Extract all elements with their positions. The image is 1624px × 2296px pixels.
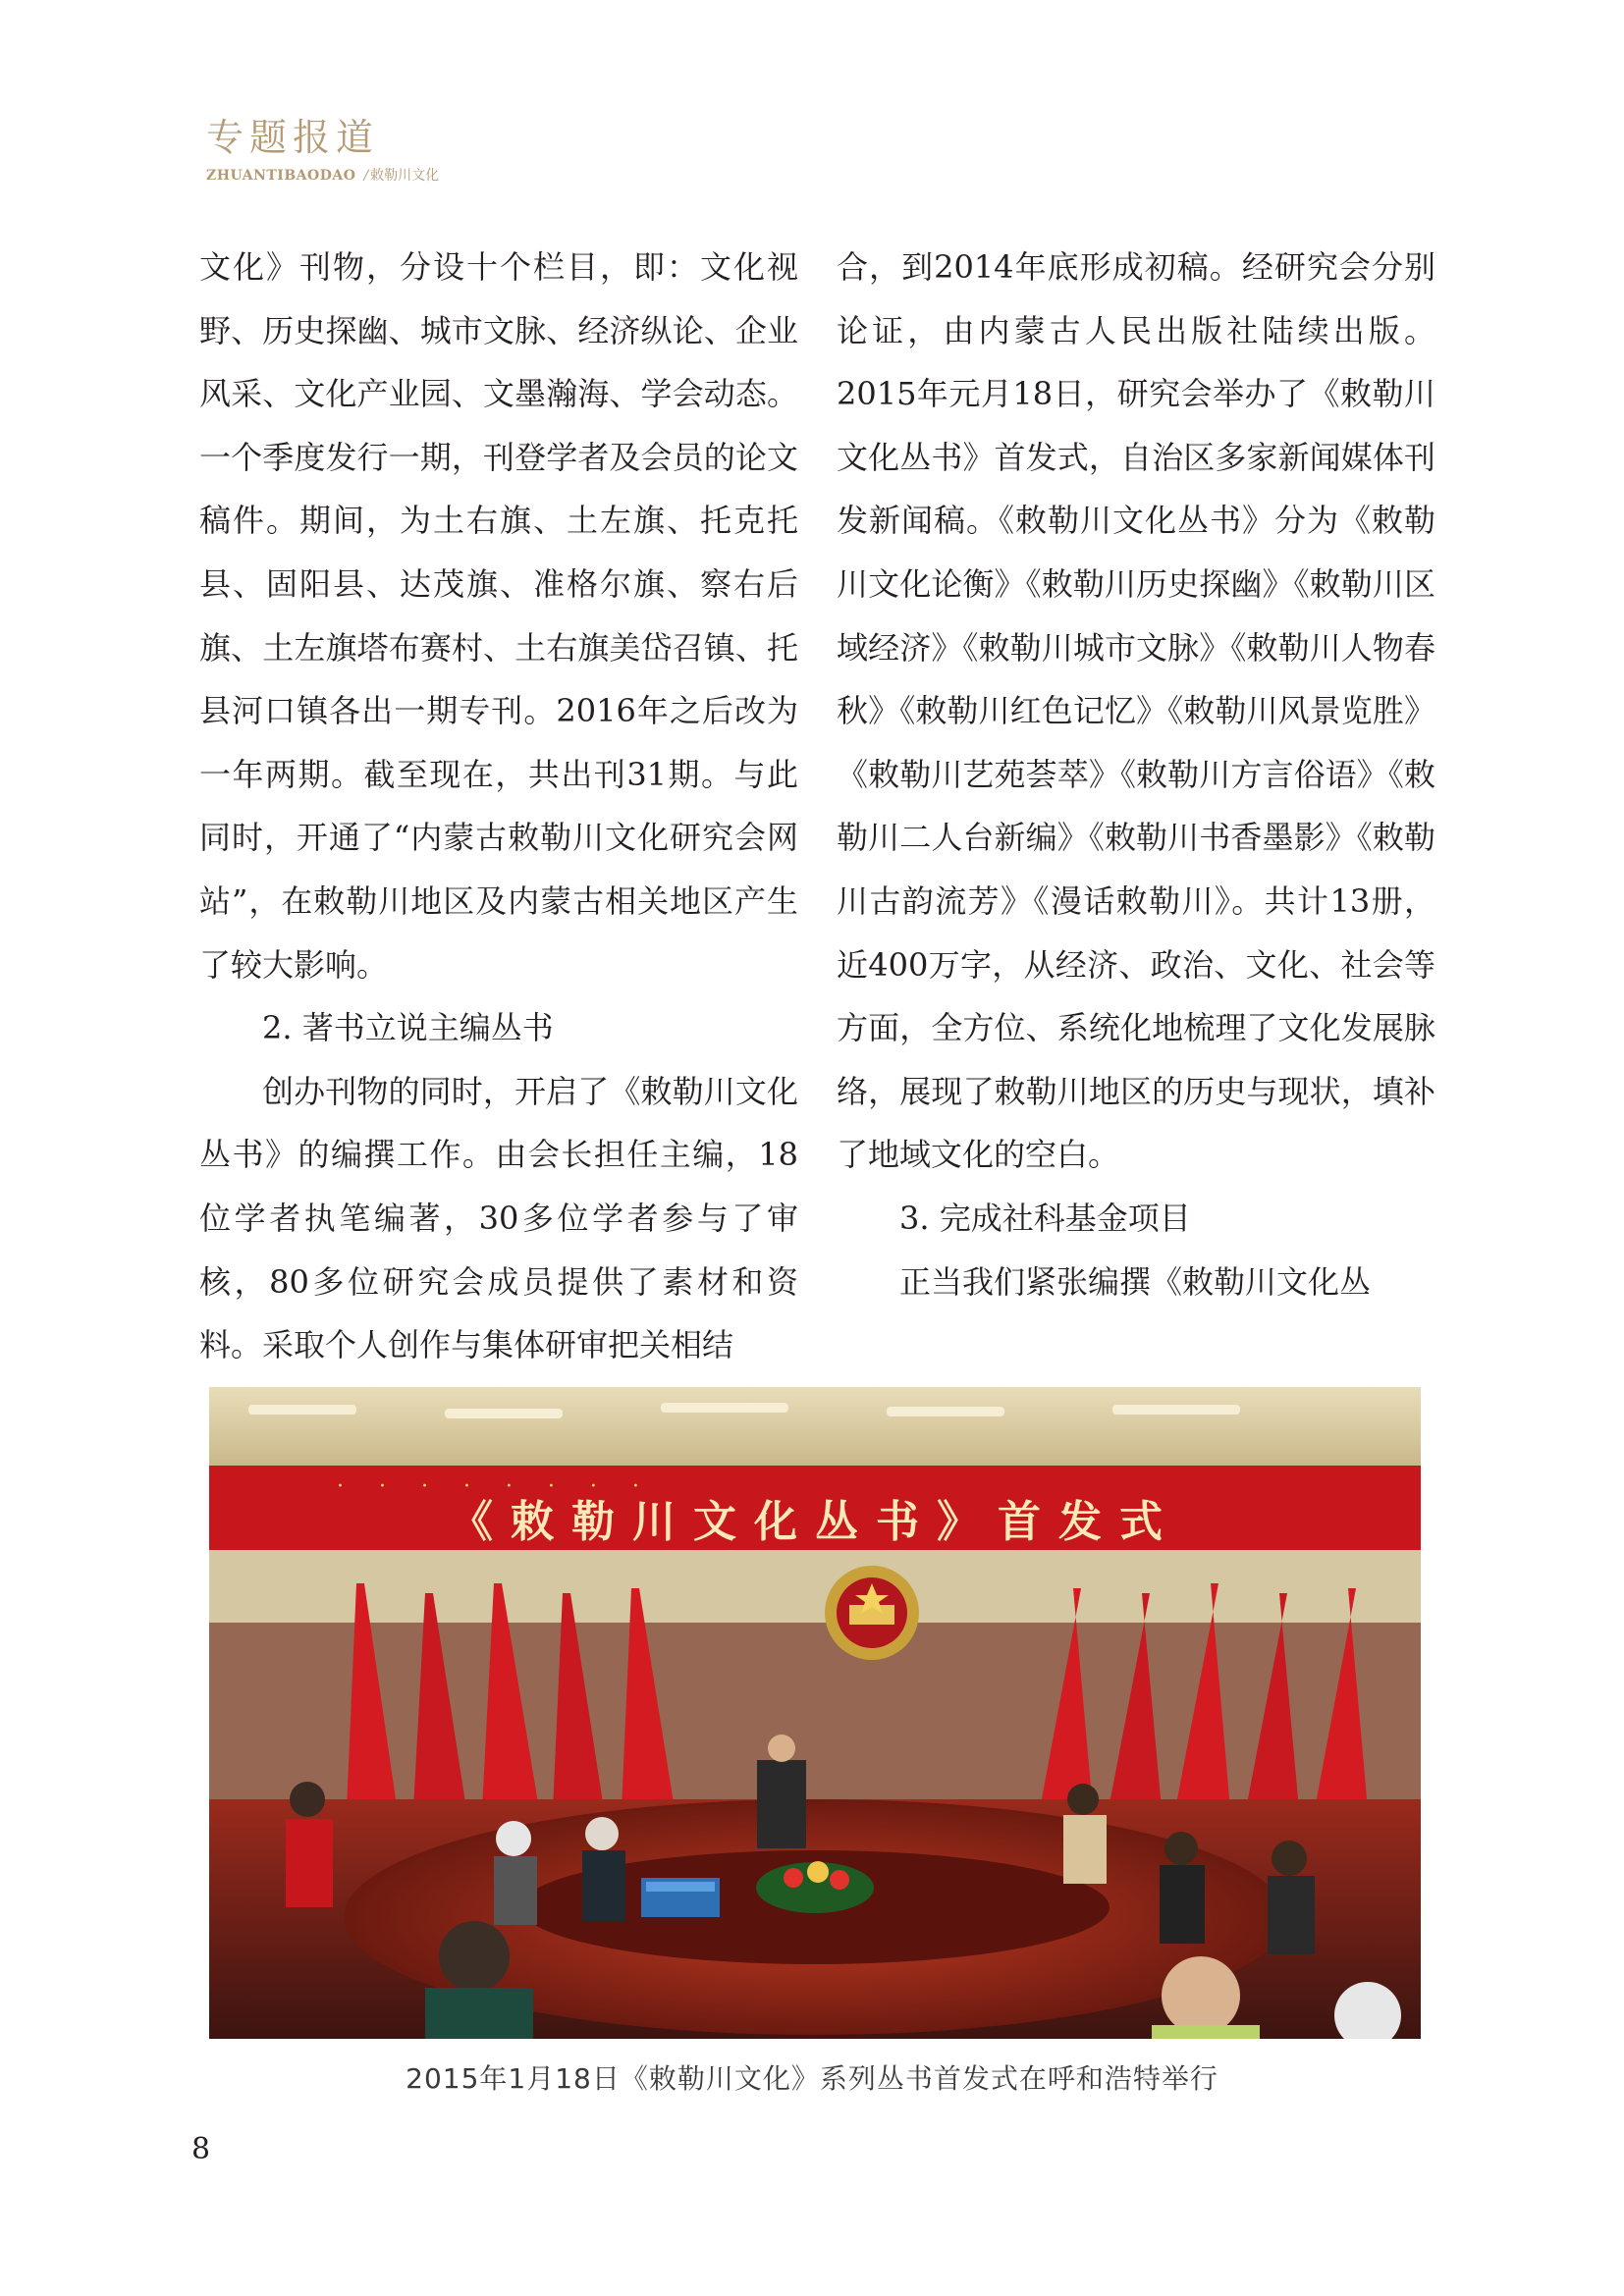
launch-ceremony-photo [209, 1387, 1421, 2039]
header-section-name: 敕勒川文化 [370, 168, 440, 184]
svg-text:· · · · · · · ·: · · · · · · · · [337, 1474, 639, 1499]
national-emblem [825, 1566, 919, 1660]
header-pinyin: ZHUANTIBAODAO [206, 168, 356, 184]
book-boxes [641, 1878, 720, 1917]
header-subtitle [206, 167, 439, 185]
left-paragraph-2: 创办刊物的同时，开启了《敕勒川文化丛书》的编撰工作。由会长担任主编，18位学者执笔编著，30多位学者参与了审核，80多位研究会成员提供了素材和资料。采取个人创作与集体研审把关相结 [199, 1072, 798, 1364]
banner-text: 《敕勒川文化丛书》首发式 [450, 1497, 1180, 1547]
section-heading-2: 2. 著书立说主编丛书 [262, 1009, 554, 1047]
left-paragraph-1: 文化》刊物，分设十个栏目，即：文化视野、历史探幽、城市文脉、经济纵论、企业风采、文化产业园、文墨瀚海、学会动态。一个季度发行一期，刊登学者及会员的论文稿件。期间，为土右旗、土左旗、托克托县、固阳县、达茂旗、准格尔旗、察右后旗、土左旗塔布赛村、土右旗美岱召镇、托县河口镇各出一期专刊。2016年之后改为一年两期。截至现在，共出刊31期。与此同时，开通了“内蒙古敕勒川文化研究会网站”，在敕勒川地区及内蒙古相关地区产生了较大影响。 [199, 248, 798, 984]
running-header [206, 116, 439, 185]
left-column [199, 236, 798, 1377]
page-number: 8 [191, 2132, 211, 2166]
right-paragraph-2: 正当我们紧张编撰《敕勒川文化丛 [899, 1262, 1372, 1301]
right-paragraph-1: 合，到2014年底形成初稿。经研究会分别论证，由内蒙古人民出版社陆续出版。2015年元月18日，研究会举办了《敕勒川文化丛书》首发式，自治区多家新闻媒体刊发新闻稿。《敕勒川文化丛书》分为《敕勒川文化论衡》《敕勒川历史探幽》《敕勒川区域经济》《敕勒川城市文脉》《敕勒川人物春秋》《敕勒川红色记忆》《敕勒川风景览胜》《敕勒川艺苑荟萃》《敕勒川方言俗语》《敕勒川二人台新编》《敕勒川书香墨影》《敕勒川古韵流芳》《漫话敕勒川》。共计13册，近400万字，从经济、政治、文化、社会等方面，全方位、系统化地梳理了文化发展脉络，展现了敕勒川地区的历史与现状，填补了地域文化的空白。 [837, 248, 1435, 1174]
photo-caption: 2015年1月18日《敕勒川文化》系列丛书首发式在呼和浩特举行 [406, 2062, 1218, 2095]
section-heading-3: 3. 完成社科基金项目 [899, 1199, 1191, 1237]
right-column [837, 236, 1435, 1313]
header-slash: / [363, 168, 369, 184]
photo-illustration [209, 1387, 1421, 2039]
header-title: 专题报道 [206, 116, 380, 159]
